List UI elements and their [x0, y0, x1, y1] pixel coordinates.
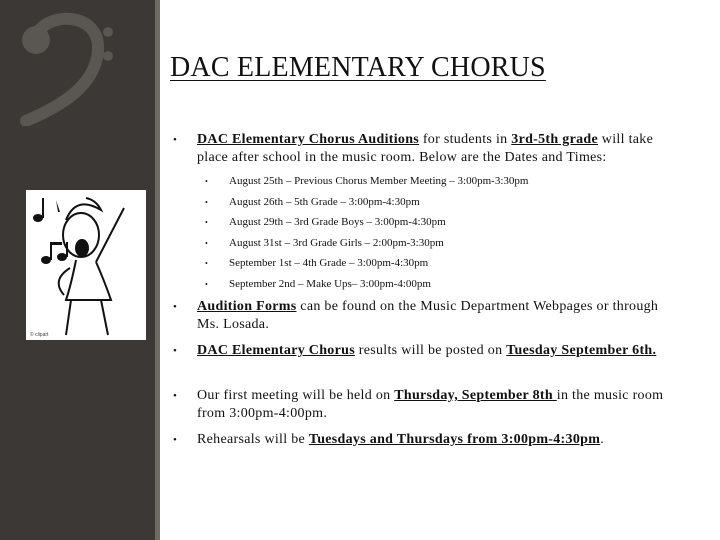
bass-clef-icon	[6, 6, 116, 126]
item-text: results will be posted on	[354, 343, 507, 358]
item-text: .	[600, 432, 604, 447]
bullet-icon: •	[173, 390, 177, 402]
results-date: Tuesday September 6th.	[506, 343, 657, 358]
sub-bullet-icon: •	[205, 239, 208, 248]
first-meeting-date: Thursday, September 8th	[394, 388, 557, 403]
sub-bullet-icon: •	[205, 177, 208, 186]
grade-range: 3rd-5th grade	[511, 132, 598, 147]
sub-bullet-icon: •	[205, 259, 208, 268]
list-item	[197, 131, 677, 167]
list-item	[197, 387, 677, 423]
list-item	[197, 298, 677, 334]
auditions-link: DAC Elementary Chorus Auditions	[197, 132, 420, 147]
item-text: Our first meeting will be held on	[197, 388, 395, 403]
rehearsal-schedule: Tuesdays and Thursdays from 3:00pm-4:30pm	[308, 432, 601, 447]
schedule-item: August 25th – Previous Chorus Member Meeting – 3:00pm-3:30pm	[229, 175, 529, 187]
sub-bullet-icon: •	[205, 198, 208, 207]
bullet-icon: •	[173, 301, 177, 313]
schedule-item: August 26th – 5th Grade – 3:00pm-4:30pm	[229, 196, 420, 208]
item-text: will take place after school in the music room. Below are the Dates and Times:	[197, 132, 654, 165]
sidebar-panel	[0, 0, 160, 540]
chorus-name: DAC Elementary Chorus	[197, 343, 355, 358]
schedule-item: August 29th – 3rd Grade Boys – 3:00pm-4:30pm	[229, 216, 446, 228]
bullet-icon: •	[173, 134, 177, 146]
svg-text:© clipart: © clipart	[30, 332, 49, 338]
schedule-item: September 2nd – Make Ups– 3:00pm-4:00pm	[229, 278, 431, 290]
sidebar-edge	[155, 0, 160, 540]
list-item	[197, 431, 677, 449]
schedule-item: August 31st – 3rd Grade Girls – 2:00pm-3:30pm	[229, 237, 444, 249]
item-text: Rehearsals will be	[197, 432, 309, 447]
item-text: for students in	[419, 132, 512, 147]
page-title: DAC ELEMENTARY CHORUS	[170, 52, 546, 83]
sub-bullet-icon: •	[205, 280, 208, 289]
singing-girl-illustration	[26, 190, 146, 340]
sub-bullet-icon: •	[205, 218, 208, 227]
bullet-icon: •	[173, 345, 177, 357]
item-text: in the music room from 3:00pm-4:00pm.	[197, 388, 664, 421]
audition-forms-link[interactable]: Audition Forms	[197, 299, 297, 314]
list-item	[197, 342, 677, 360]
bullet-icon: •	[173, 434, 177, 446]
item-text: can be found on the Music Department Webpages or through Ms. Losada.	[197, 299, 659, 332]
schedule-item: September 1st – 4th Grade – 3:00pm-4:30pm	[229, 257, 429, 269]
